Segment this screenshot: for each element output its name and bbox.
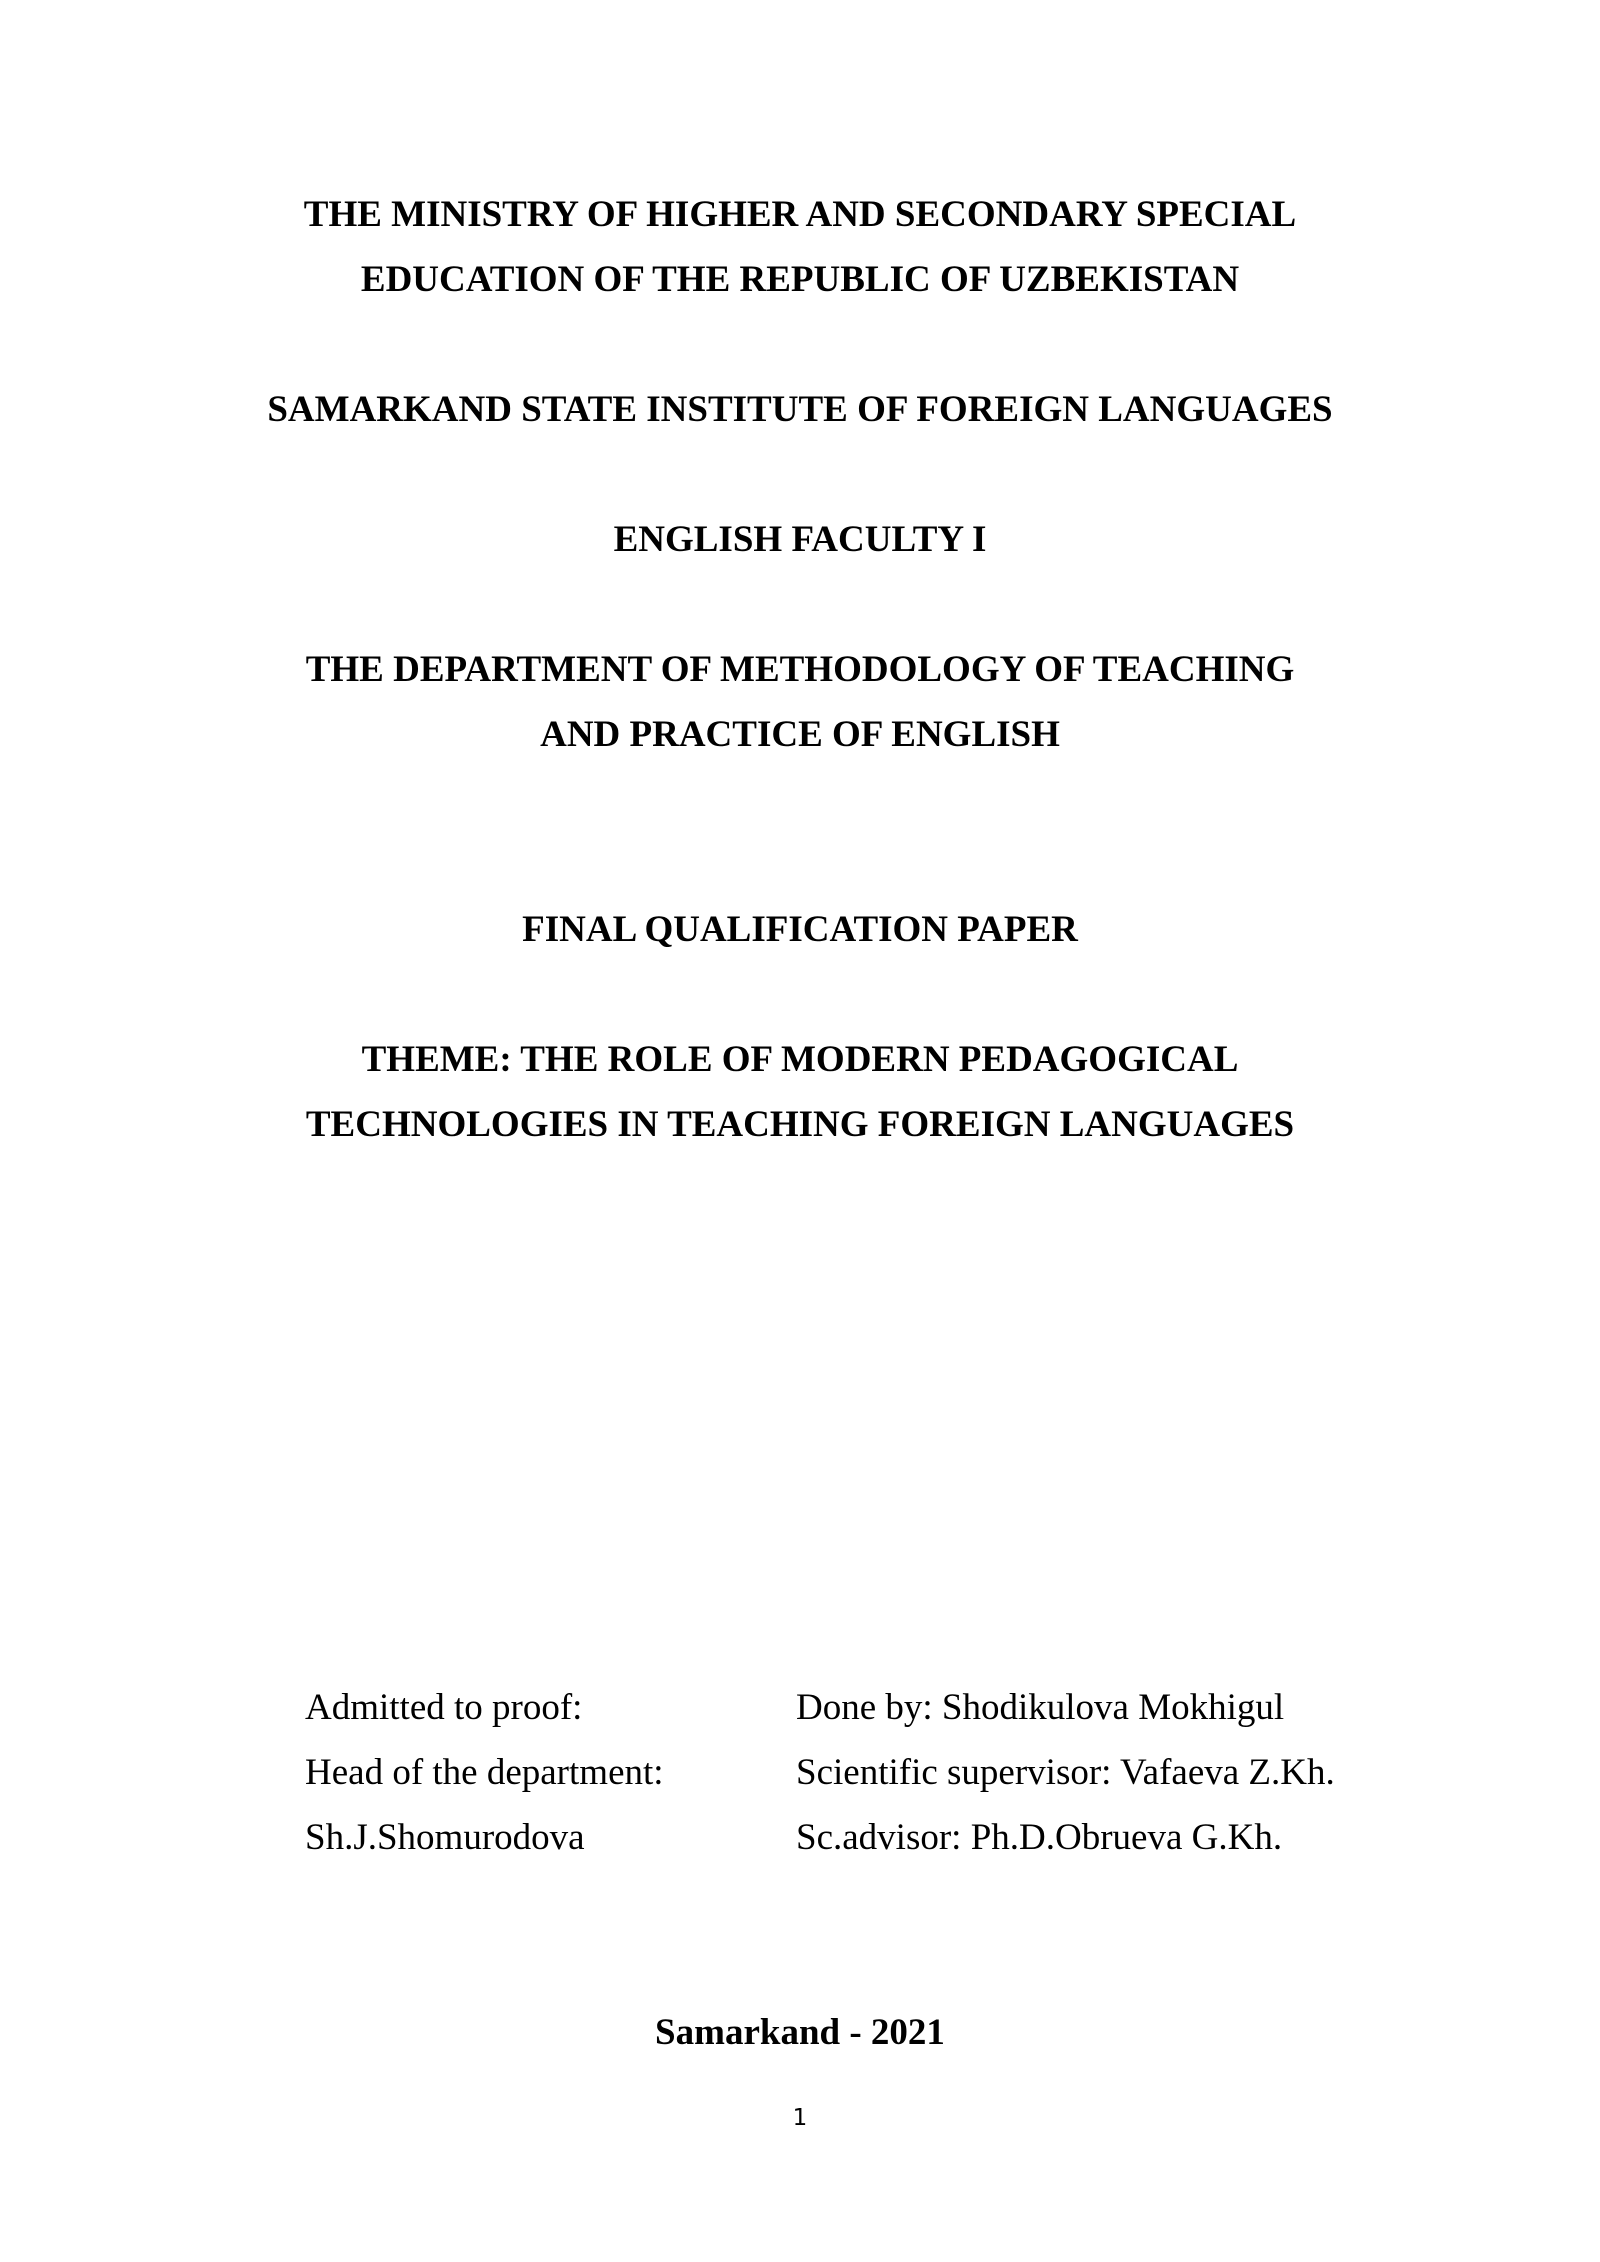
paper-type-line: FINAL QUALIFICATION PAPER: [522, 909, 1078, 950]
ministry-heading-line: EDUCATION OF THE REPUBLIC OF UZBEKISTAN: [360, 259, 1240, 300]
theme-line: TECHNOLOGIES IN TEACHING FOREIGN LANGUAGES: [305, 1104, 1295, 1145]
head-of-department-name: Sh.J.Shomurodova: [305, 1817, 585, 1858]
ministry-heading-line: THE MINISTRY OF HIGHER AND SECONDARY SPECIAL: [303, 194, 1297, 235]
department-heading: [0, 637, 1600, 767]
department-heading-line: AND PRACTICE OF ENGLISH: [540, 714, 1060, 755]
page-number: 1: [792, 2105, 808, 2131]
faculty-heading-line: ENGLISH FACULTY I: [613, 519, 987, 560]
admitted-label: Admitted to proof:: [305, 1687, 583, 1728]
ministry-heading: [0, 182, 1600, 312]
author-line: Done by: Shodikulova Mokhigul: [796, 1687, 1285, 1728]
head-of-department-label: Head of the department:: [305, 1752, 664, 1793]
theme-title: [0, 1027, 1600, 1157]
department-heading-line: THE DEPARTMENT OF METHODOLOGY OF TEACHING: [305, 649, 1295, 690]
theme-line: THEME: THE ROLE OF MODERN PEDAGOGICAL: [361, 1039, 1239, 1080]
supervisor-line: Scientific supervisor: Vafaeva Z.Kh.: [796, 1752, 1335, 1793]
city-year: Samarkand - 2021: [655, 2012, 945, 2053]
advisor-line: Sc.advisor: Ph.D.Obrueva G.Kh.: [796, 1817, 1283, 1858]
institute-heading: [0, 377, 1600, 442]
faculty-heading: [0, 507, 1600, 572]
signature-block-left: [305, 1675, 664, 1870]
paper-type-title: [0, 897, 1600, 962]
institute-heading-line: SAMARKAND STATE INSTITUTE OF FOREIGN LANGUAGES: [267, 389, 1333, 430]
signature-block-right: [796, 1675, 1335, 1870]
